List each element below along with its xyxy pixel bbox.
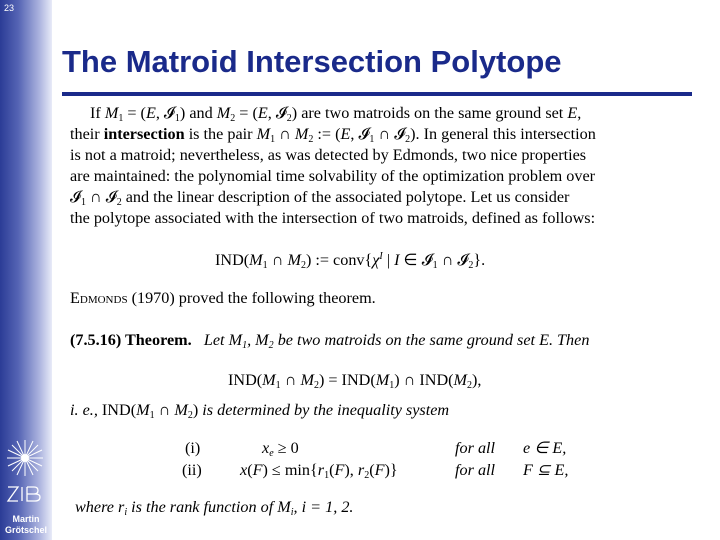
title-rule: [62, 92, 692, 96]
row-1-inequality: $x_e \ge 0$: [262, 439, 299, 459]
row-2-inequality: $x(F) \le \min\{r_1(F)$, $r_2(F)$}: [240, 461, 398, 481]
definition-formula: $IND(M_1$ ∩ $M_2$) := $conv\{\chi^I$ | I ∈ 𝓘$_1$ ∩ 𝓘$_2$}.: [215, 251, 486, 271]
theorem-formula: $IND(M_1$ ∩ $M_2) = IND(M_1)$ ∩ $IND(M_2)$,: [228, 371, 482, 391]
rank-function-note: where $r_i$ is the rank function of $M_i$, i = 1, 2.: [75, 498, 354, 518]
row-2-domain: F ⊆ E,: [523, 461, 569, 479]
para-line-5: 𝓘$_1$ ∩ 𝓘$_2$ and the linear description of the associated polytope. Let us consider: [70, 188, 570, 208]
sidebar: [0, 0, 52, 540]
para-line-3: is not a matroid; nevertheless, as was detected by Edmonds, two nice properties: [70, 146, 587, 164]
ie-line: i. e., $IND(M_1$ ∩ $M_2$) is determined by the inequality system: [70, 401, 450, 421]
para-line-6: the polytope associated with the intersection of two matroids, defined as follows:: [70, 209, 596, 227]
row-2-forall: for all: [455, 461, 496, 479]
para-line-2: their intersection is the pair $M_1$ ∩ $M_2$ := (E, 𝓘$_1$ ∩ 𝓘$_2$). In general this intersection: [70, 125, 596, 145]
theorem-statement: (7.5.16) Theorem. Let $M_1$, $M_2$ be two matroids on the same ground set E. Then: [70, 331, 590, 351]
slide-title: The Matroid Intersection Polytope: [62, 44, 562, 79]
zib-starburst-icon: [5, 438, 45, 478]
slide-number: 23: [4, 3, 15, 13]
para-line-1: If $M_1 = (E$, 𝓘$_1$) and $M_2 = (E$, 𝓘$_2$) are two matroids on the same ground set E,: [90, 104, 582, 124]
edmonds-line: Edmonds (1970) proved the following theorem.: [70, 289, 376, 307]
row-2-number: (ii): [182, 461, 202, 479]
row-1-forall: for all: [455, 439, 496, 457]
author-name: Martin Grötschel: [4, 514, 47, 535]
row-1-number: (i): [185, 439, 201, 457]
zib-logo: [6, 484, 44, 504]
para-line-4: are maintained: the polynomial time solvability of the optimization problem over: [70, 167, 596, 185]
row-1-domain: e ∈ E,: [523, 439, 567, 457]
